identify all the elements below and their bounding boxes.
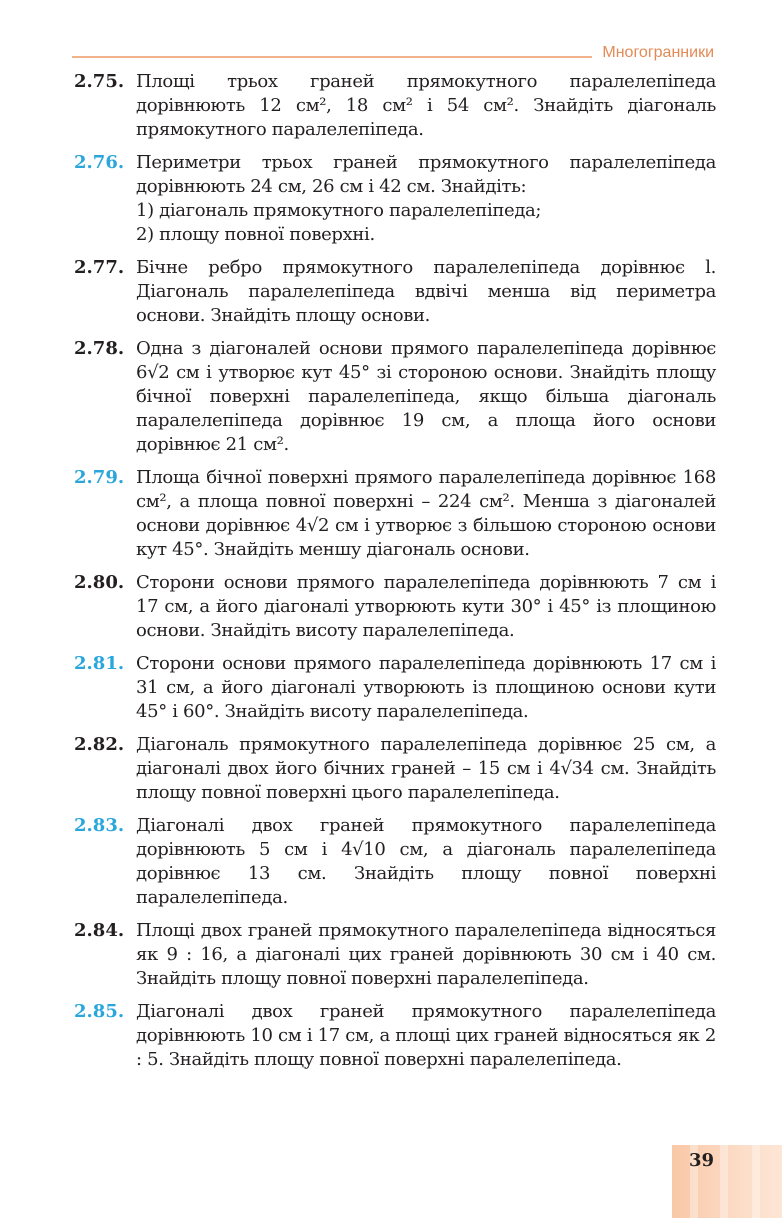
problem-number: 2.77.: [74, 257, 125, 278]
problem-2-75: [74, 70, 716, 142]
problem-number: 2.79.: [74, 467, 125, 488]
problem-list: [74, 70, 716, 1081]
problem-text: Діагоналі двох граней прямокутного паралелепіпеда дорівнюють 10 см і 17 см, а площі цих граней відносяться як 2 : 5. Знайдіть площу повної поверхні паралелепіпеда.: [136, 1001, 716, 1070]
problem-text: Площа бічної поверхні прямого паралелепіпеда дорівнює 168 см², а площа повної поверхні – 224 см². Менша з діагоналей основи дорівнює 4√2 см і утворює з більшою стороною основи кут 45°. Знайдіть меншу діагональ основи.: [136, 467, 716, 560]
problem-2-84: [74, 919, 716, 991]
problem-2-78: [74, 337, 716, 457]
problem-number: 2.78.: [74, 338, 125, 359]
problem-number: 2.84.: [74, 920, 125, 941]
problem-text: Діагоналі двох граней прямокутного паралелепіпеда дорівнюють 5 см і 4√10 см, а діагональ паралелепіпеда дорівнює 13 см. Знайдіть площу повної поверхні паралелепіпеда.: [136, 815, 716, 908]
problem-subitem-2: 2) площу повної поверхні.: [136, 224, 375, 245]
problem-subitem-1: 1) діагональ прямокутного паралелепіпеда;: [136, 200, 542, 221]
problem-2-80: [74, 571, 716, 643]
page-number: 39: [688, 1150, 714, 1171]
problem-number: 2.82.: [74, 734, 125, 755]
decor-stripe: [720, 1145, 728, 1218]
problem-number: 2.81.: [74, 653, 125, 674]
problem-number: 2.85.: [74, 1001, 125, 1022]
decor-stripe: [752, 1145, 760, 1218]
problem-text: Площі трьох граней прямокутного паралелепіпеда дорівнюють 12 см², 18 см² і 54 см². Знайдіть діагональ прямокутного паралелепіпеда.: [136, 71, 716, 140]
problem-2-79: [74, 466, 716, 562]
problem-text: Одна з діагоналей основи прямого паралелепіпеда дорівнює 6√2 см і утворює кут 45° зі стороною основи. Знайдіть площу бічної поверхні паралелепіпеда, якщо більша діагональ паралелепіпеда дорівнює 19 см, а площа його основи дорівнює 21 см².: [136, 338, 716, 455]
problem-text: Площі двох граней прямокутного паралелепіпеда відносяться як 9 : 16, а діагоналі цих граней дорівнюють 30 см і 40 см. Знайдіть площу повної поверхні паралелепіпеда.: [136, 920, 716, 989]
problem-2-82: [74, 733, 716, 805]
problem-statement: Периметри трьох граней прямокутного паралелепіпеда дорівнюють 24 см, 26 см і 42 см. Знайдіть:: [136, 152, 716, 197]
problem-number: 2.83.: [74, 815, 125, 836]
problem-number: 2.80.: [74, 572, 125, 593]
problem-text: Сторони основи прямого паралелепіпеда дорівнюють 17 см і 31 см, а його діагоналі утворюють із площиною основи кути 45° і 60°. Знайдіть висоту паралелепіпеда.: [136, 653, 716, 722]
chapter-title: Многогранники: [602, 44, 714, 61]
header-rule: [72, 56, 592, 58]
problem-2-77: [74, 256, 716, 328]
problem-2-81: [74, 652, 716, 724]
problem-text: Бічне ребро прямокутного паралелепіпеда дорівнює l. Діагональ паралелепіпеда вдвічі менша від периметра основи. Знайдіть площу основи.: [136, 257, 716, 326]
problem-2-85: [74, 1000, 716, 1072]
problem-number: 2.75.: [74, 71, 125, 92]
problem-text: Діагональ прямокутного паралелепіпеда дорівнює 25 см, а діагоналі двох його бічних граней – 15 см і 4√34 см. Знайдіть площу повної поверхні цього паралелепіпеда.: [136, 734, 716, 803]
problem-text: Сторони основи прямого паралелепіпеда дорівнюють 7 см і 17 см, а його діагоналі утворюють кути 30° і 45° із площиною основи. Знайдіть висоту паралелепіпеда.: [136, 572, 716, 641]
problem-text: [136, 151, 716, 247]
problem-number: 2.76.: [74, 152, 125, 173]
problem-2-76: [74, 151, 716, 247]
problem-2-83: [74, 814, 716, 910]
